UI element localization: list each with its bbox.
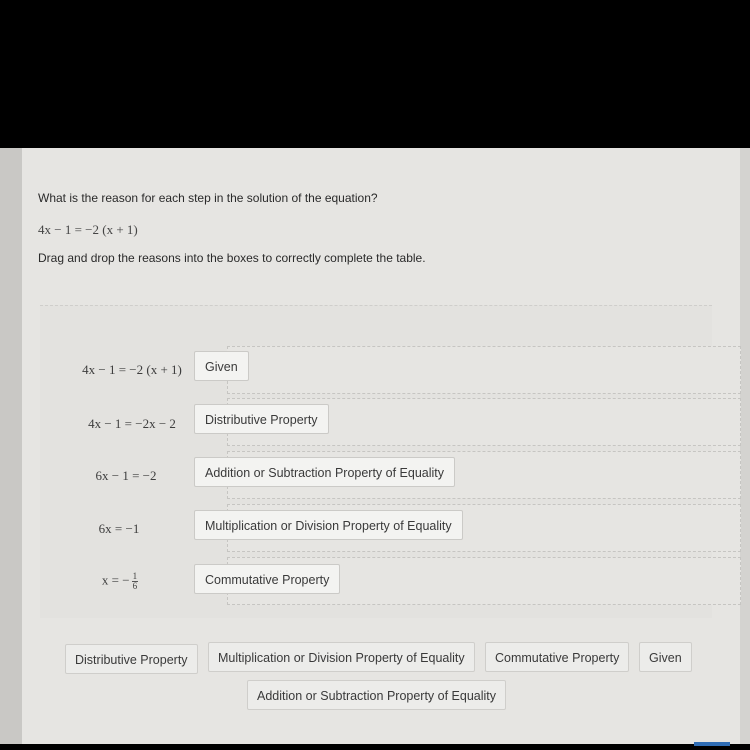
- question-instructions: Drag and drop the reasons into the boxes to correctly complete the table.: [38, 251, 426, 265]
- placed-reason-3[interactable]: Addition or Subtraction Property of Equality: [194, 457, 455, 487]
- screen-bezel-left: [0, 148, 22, 744]
- bank-option-distributive-property[interactable]: Distributive Property: [65, 644, 198, 674]
- step-equation-1: 4x − 1 = −2 (x + 1): [82, 362, 182, 377]
- bank-option-given[interactable]: Given: [639, 642, 692, 672]
- step-equation-2: 4x − 1 = −2x − 2: [88, 416, 176, 431]
- bank-option-addition-subtraction[interactable]: Addition or Subtraction Property of Equality: [247, 680, 506, 710]
- step-equation-5: [45, 572, 195, 591]
- screen-bottom-edge: [0, 744, 750, 750]
- step-equation-5-prefix: x = −: [101, 572, 130, 588]
- bank-option-multiplication-division[interactable]: Multiplication or Division Property of Equality: [208, 642, 475, 672]
- question-equation: 4x − 1 = −2 (x + 1): [38, 222, 138, 237]
- fraction: [132, 572, 139, 591]
- screen-bezel-right: [740, 148, 750, 744]
- step-equation-3: 6x − 1 = −2: [95, 468, 157, 483]
- step-equation-4: 6x = −1: [98, 521, 140, 536]
- placed-reason-1[interactable]: Given: [194, 351, 249, 381]
- placed-reason-4[interactable]: Multiplication or Division Property of Equality: [194, 510, 463, 540]
- question-prompt: What is the reason for each step in the solution of the equation?: [38, 191, 378, 205]
- fraction-denominator: 6: [132, 581, 138, 591]
- placed-reason-2[interactable]: Distributive Property: [194, 404, 329, 434]
- placed-reason-5[interactable]: Commutative Property: [194, 564, 340, 594]
- bank-option-commutative-property[interactable]: Commutative Property: [485, 642, 629, 672]
- next-button-edge[interactable]: [694, 742, 730, 746]
- answer-table: [40, 305, 712, 618]
- fraction-numerator: 1: [132, 571, 138, 581]
- drop-zone-row-1[interactable]: [227, 346, 741, 394]
